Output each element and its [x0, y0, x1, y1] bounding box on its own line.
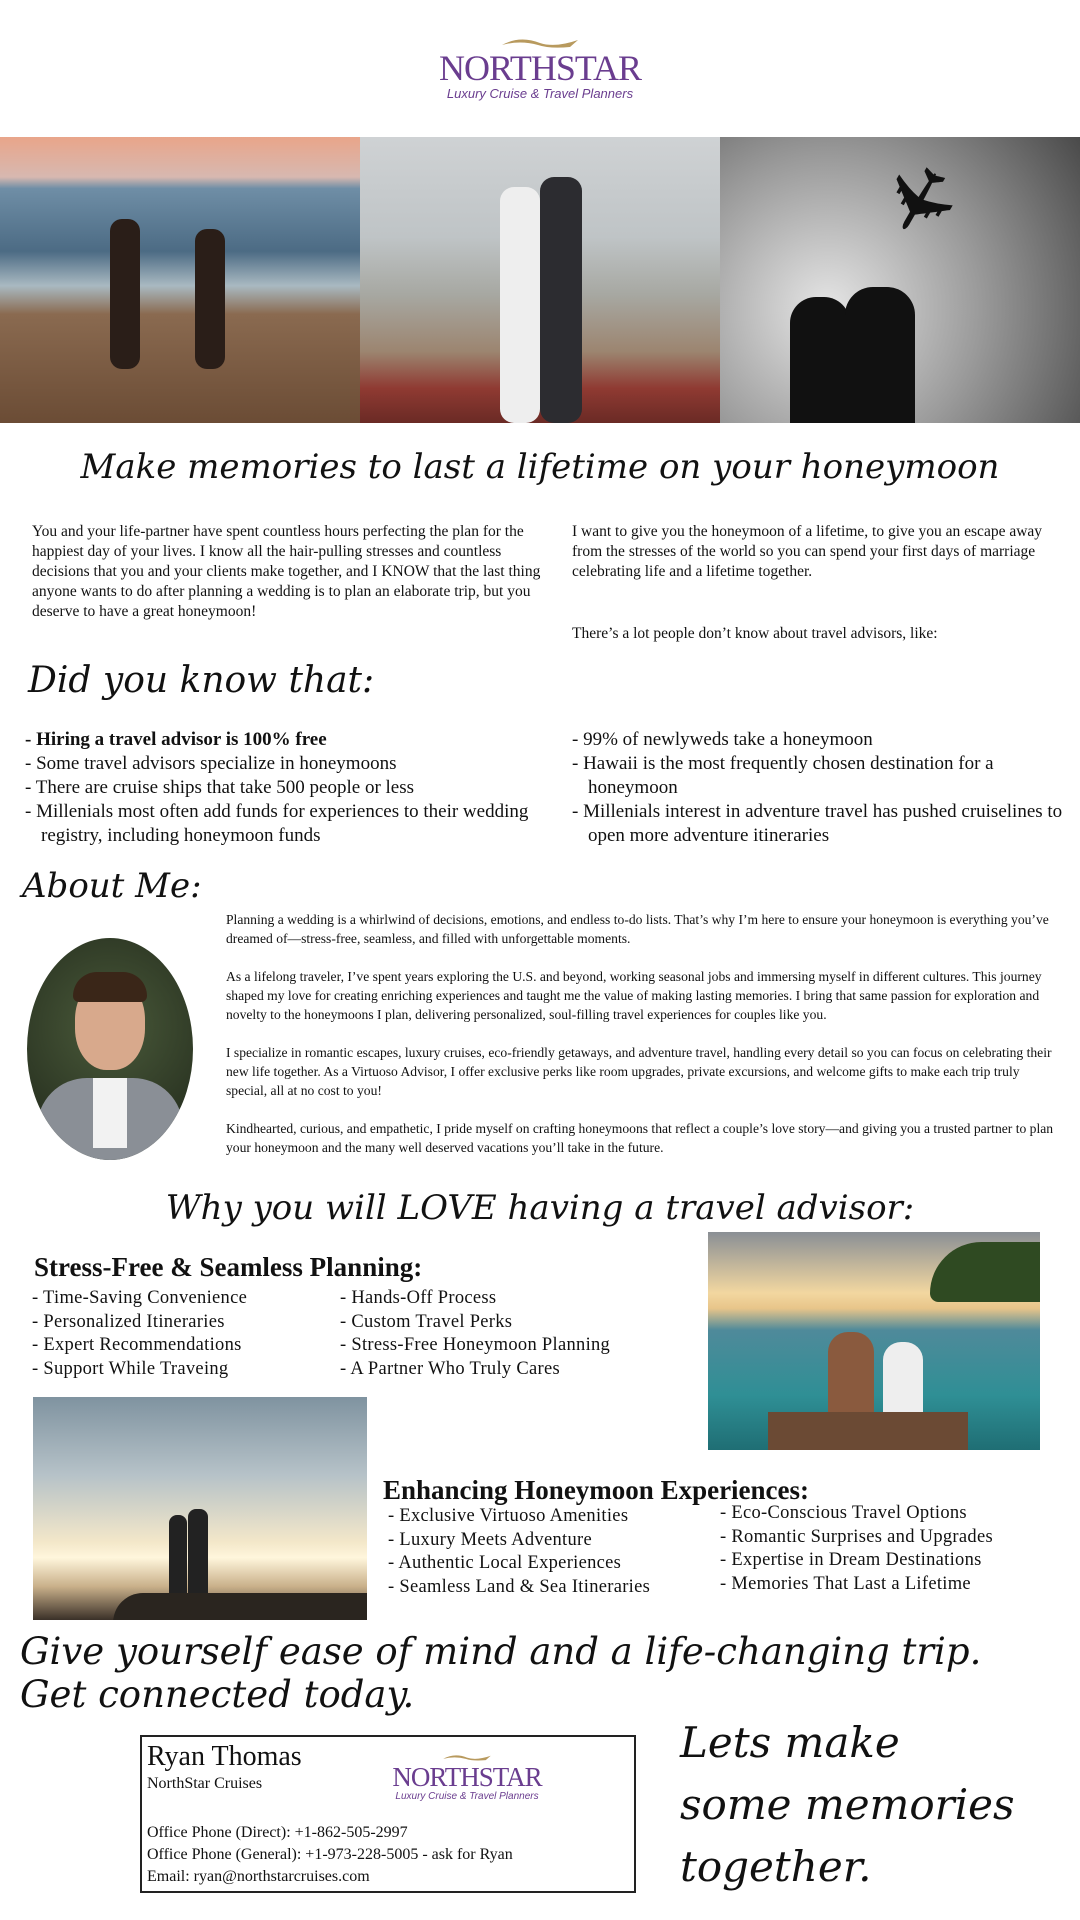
- fact: - There are cruise ships that take 500 people or less: [25, 777, 415, 798]
- about-title: About Me:: [22, 866, 202, 906]
- logo-tagline: Luxury Cruise & Travel Planners: [446, 86, 634, 101]
- swoosh-icon: [442, 1752, 492, 1762]
- intro-left: You and your life-partner have spent countless hours perfecting the plan for the happiest day of your lives. I know all the hair-pulling stresses and countless decisions that you and your clients make together, and I KNOW that the last thing anyone wants to do after planning a wedding is to plan an elaborate trip, but you deserve to have a great honeymoon!: [32, 523, 541, 620]
- intro-right-2: There’s a lot people don’t know about travel advisors, like:: [572, 625, 938, 642]
- list-item: - A Partner Who Truly Cares: [340, 1358, 560, 1379]
- closing-side-1: Lets make: [680, 1718, 900, 1767]
- city-couple-photo: [360, 137, 720, 423]
- sunset-kiss-photo: [33, 1397, 367, 1620]
- list-item: - Eco-Conscious Travel Options: [720, 1503, 967, 1523]
- list-item: - Personalized Itineraries: [32, 1311, 225, 1332]
- logo-name: NORTHSTAR: [392, 1762, 542, 1792]
- list-item: - Support While Traveing: [32, 1358, 229, 1379]
- brand-logo: [390, 32, 690, 101]
- facts-right: [572, 728, 1072, 848]
- closing-side-2: some memories: [680, 1780, 1015, 1829]
- fact: - Hawaii is the most frequently chosen destination for a honeymoon: [572, 753, 994, 798]
- fact: - Hiring a travel advisor is 100% free: [25, 729, 327, 750]
- beach-couple-photo: [0, 137, 360, 423]
- list-item: - Authentic Local Experiences: [388, 1553, 622, 1573]
- list-item: - Time-Saving Convenience: [32, 1288, 248, 1308]
- fact: - Some travel advisors specialize in honeymoons: [25, 753, 397, 774]
- list-item: - Hands-Off Process: [340, 1288, 497, 1308]
- fact: - Millenials most often add funds for experiences to their wedding registry, including honeymoon funds: [25, 801, 529, 846]
- contact-direct-phone: Office Phone (Direct): +1-862-505-2997: [147, 1824, 408, 1841]
- enhancing-title: Enhancing Honeymoon Experiences:: [383, 1475, 810, 1505]
- fact: - 99% of newlyweds take a honeymoon: [572, 729, 873, 750]
- list-item: - Luxury Meets Adventure: [388, 1529, 592, 1550]
- airplane-couple-photo: [720, 137, 1080, 423]
- why-title: Why you will LOVE having a travel advisor:: [165, 1188, 915, 1228]
- list-item: - Romantic Surprises and Upgrades: [720, 1526, 993, 1547]
- list-item: - Memories That Last a Lifetime: [720, 1573, 971, 1594]
- airplane-icon: ✈: [855, 141, 979, 257]
- facts-left: [25, 728, 570, 848]
- about-paragraph: As a lifelong traveler, I’ve spent years exploring the U.S. and beyond, working seasonal jobs and immersing myself in different cultures. This journey shaped my love for creating enriching experiences and taught me the value of making lasting memories. I bring that same passion for exploration and novelty to the honeymoons I plan, delivering personalized, soul-filling travel experiences for couples like you.: [226, 969, 1042, 1022]
- intro-right: I want to give you the honeymoon of a lifetime, to give you an escape away from the stresses of the world so you can spend your first days of marriage celebrating life and a lifetime together.: [572, 523, 1043, 580]
- list-item: - Exclusive Virtuoso Amenities: [388, 1506, 629, 1526]
- about-paragraph: I specialize in romantic escapes, luxury cruises, eco-friendly getaways, and adventure travel, handling every detail so you can focus on celebrating their new life together. As a Virtuoso Advisor, I offer exclusive perks like room upgrades, private excursions, and welcome gifts to make each trip truly special, all at no cost to you!: [226, 1045, 1052, 1098]
- list-item: - Expertise in Dream Destinations: [720, 1550, 982, 1570]
- swoosh-icon: [500, 35, 580, 49]
- fact: - Millenials interest in adventure travel has pushed cruiselines to open more adventure itineraries: [572, 801, 1063, 846]
- enhancing-right: [720, 1502, 993, 1596]
- contact-general-phone: Office Phone (General): +1-973-228-5005 - ask for Ryan: [147, 1846, 513, 1863]
- contact-email[interactable]: Email: ryan@northstarcruises.com: [147, 1868, 370, 1885]
- about-paragraph: Planning a wedding is a whirlwind of decisions, emotions, and endless to-do lists. That’s why I’m here to ensure your honeymoon is everything you’ve dreamed of—stress-free, seamless, and filled with unforgettable moments.: [226, 912, 1049, 946]
- list-item: - Custom Travel Perks: [340, 1311, 513, 1332]
- logo-tagline: Luxury Cruise & Travel Planners: [395, 1791, 539, 1802]
- headline: Make memories to last a lifetime on your honeymoon: [80, 447, 1000, 487]
- list-item: - Stress-Free Honeymoon Planning: [340, 1335, 611, 1355]
- enhancing-left: [388, 1505, 650, 1599]
- contact-card: [140, 1735, 636, 1893]
- list-item: - Seamless Land & Sea Itineraries: [388, 1576, 651, 1597]
- about-paragraph: Kindhearted, curious, and empathetic, I pride myself on crafting honeymoons that reflect a couple’s love story—and giving you a trusted partner to plan your honeymoon and the many well deserved vacations you’ll take in the future.: [226, 1121, 1054, 1155]
- stress-free-right: [340, 1287, 610, 1381]
- list-item: - Expert Recommendations: [32, 1335, 242, 1355]
- stress-free-left: [32, 1287, 247, 1381]
- sunset-boat-couple-photo: [708, 1232, 1040, 1450]
- contact-name: Ryan Thomas: [147, 1741, 302, 1772]
- contact-company: NorthStar Cruises: [147, 1775, 263, 1792]
- advisor-portrait: [27, 938, 193, 1160]
- closing-side-3: together.: [680, 1842, 872, 1891]
- about-text: [226, 910, 1056, 1176]
- did-you-know-title: Did you know that:: [28, 660, 375, 701]
- closing-line-2: Get connected today.: [20, 1673, 415, 1716]
- closing-line-1: Give yourself ease of mind and a life-changing trip.: [20, 1630, 982, 1673]
- logo-name: NORTHSTAR: [439, 48, 641, 88]
- stress-free-title: Stress-Free & Seamless Planning:: [34, 1252, 423, 1282]
- card-logo: [382, 1745, 552, 1802]
